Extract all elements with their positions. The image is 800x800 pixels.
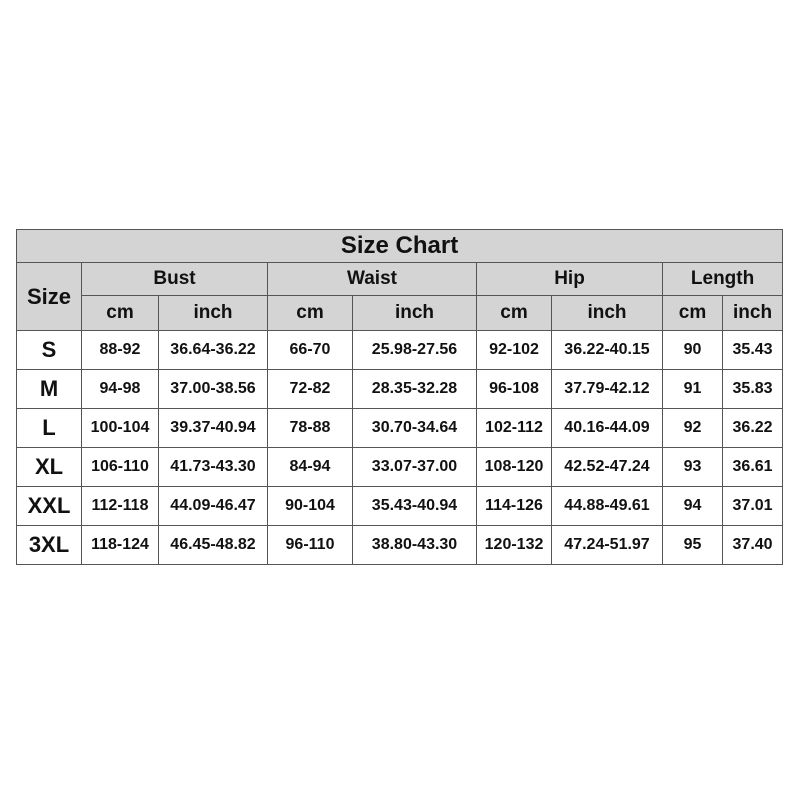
bust-cm-cell: 100-104	[82, 409, 159, 448]
waist-inch-cell: 30.70-34.64	[353, 409, 477, 448]
waist-inch-cell: 38.80-43.30	[353, 526, 477, 565]
waist-inch-cell: 33.07-37.00	[353, 448, 477, 487]
table-row	[17, 370, 783, 409]
length-inch-cell: 35.83	[723, 370, 783, 409]
bust-cm-header: cm	[82, 296, 159, 331]
bust-inch-cell: 44.09-46.47	[159, 487, 268, 526]
waist-cm-cell: 84-94	[268, 448, 353, 487]
table-row	[17, 409, 783, 448]
hip-inch-cell: 47.24-51.97	[552, 526, 663, 565]
bust-inch-cell: 39.37-40.94	[159, 409, 268, 448]
length-cm-cell: 91	[663, 370, 723, 409]
bust-cm-cell: 118-124	[82, 526, 159, 565]
length-header: Length	[663, 263, 783, 296]
waist-inch-cell: 28.35-32.28	[353, 370, 477, 409]
bust-inch-cell: 41.73-43.30	[159, 448, 268, 487]
length-inch-cell: 36.61	[723, 448, 783, 487]
waist-inch-header: inch	[353, 296, 477, 331]
waist-inch-cell: 25.98-27.56	[353, 331, 477, 370]
length-inch-header: inch	[723, 296, 783, 331]
hip-header: Hip	[477, 263, 663, 296]
bust-inch-cell: 46.45-48.82	[159, 526, 268, 565]
size-cell: XL	[17, 448, 82, 487]
length-inch-cell: 37.40	[723, 526, 783, 565]
size-column-header: Size	[17, 263, 82, 331]
size-cell: L	[17, 409, 82, 448]
chart-title: Size Chart	[17, 230, 783, 263]
hip-inch-cell: 36.22-40.15	[552, 331, 663, 370]
hip-inch-cell: 40.16-44.09	[552, 409, 663, 448]
length-cm-cell: 94	[663, 487, 723, 526]
hip-inch-header: inch	[552, 296, 663, 331]
waist-cm-cell: 96-110	[268, 526, 353, 565]
table-row	[17, 487, 783, 526]
hip-inch-cell: 37.79-42.12	[552, 370, 663, 409]
waist-header: Waist	[268, 263, 477, 296]
bust-cm-cell: 94-98	[82, 370, 159, 409]
waist-cm-cell: 72-82	[268, 370, 353, 409]
hip-inch-cell: 44.88-49.61	[552, 487, 663, 526]
length-inch-cell: 35.43	[723, 331, 783, 370]
bust-inch-cell: 36.64-36.22	[159, 331, 268, 370]
size-cell: M	[17, 370, 82, 409]
hip-inch-cell: 42.52-47.24	[552, 448, 663, 487]
bust-cm-cell: 88-92	[82, 331, 159, 370]
length-cm-cell: 95	[663, 526, 723, 565]
table-row	[17, 331, 783, 370]
length-cm-header: cm	[663, 296, 723, 331]
waist-cm-cell: 90-104	[268, 487, 353, 526]
length-cm-cell: 90	[663, 331, 723, 370]
size-cell: S	[17, 331, 82, 370]
waist-inch-cell: 35.43-40.94	[353, 487, 477, 526]
hip-cm-cell: 102-112	[477, 409, 552, 448]
length-inch-cell: 36.22	[723, 409, 783, 448]
waist-cm-header: cm	[268, 296, 353, 331]
hip-cm-cell: 120-132	[477, 526, 552, 565]
hip-cm-cell: 92-102	[477, 331, 552, 370]
hip-cm-cell: 108-120	[477, 448, 552, 487]
size-chart-table	[16, 229, 783, 565]
length-cm-cell: 92	[663, 409, 723, 448]
length-inch-cell: 37.01	[723, 487, 783, 526]
size-cell: XXL	[17, 487, 82, 526]
hip-cm-cell: 114-126	[477, 487, 552, 526]
bust-inch-header: inch	[159, 296, 268, 331]
hip-cm-cell: 96-108	[477, 370, 552, 409]
length-cm-cell: 93	[663, 448, 723, 487]
size-cell: 3XL	[17, 526, 82, 565]
table-row	[17, 526, 783, 565]
waist-cm-cell: 78-88	[268, 409, 353, 448]
bust-inch-cell: 37.00-38.56	[159, 370, 268, 409]
table-row	[17, 448, 783, 487]
waist-cm-cell: 66-70	[268, 331, 353, 370]
bust-cm-cell: 106-110	[82, 448, 159, 487]
bust-header: Bust	[82, 263, 268, 296]
hip-cm-header: cm	[477, 296, 552, 331]
bust-cm-cell: 112-118	[82, 487, 159, 526]
